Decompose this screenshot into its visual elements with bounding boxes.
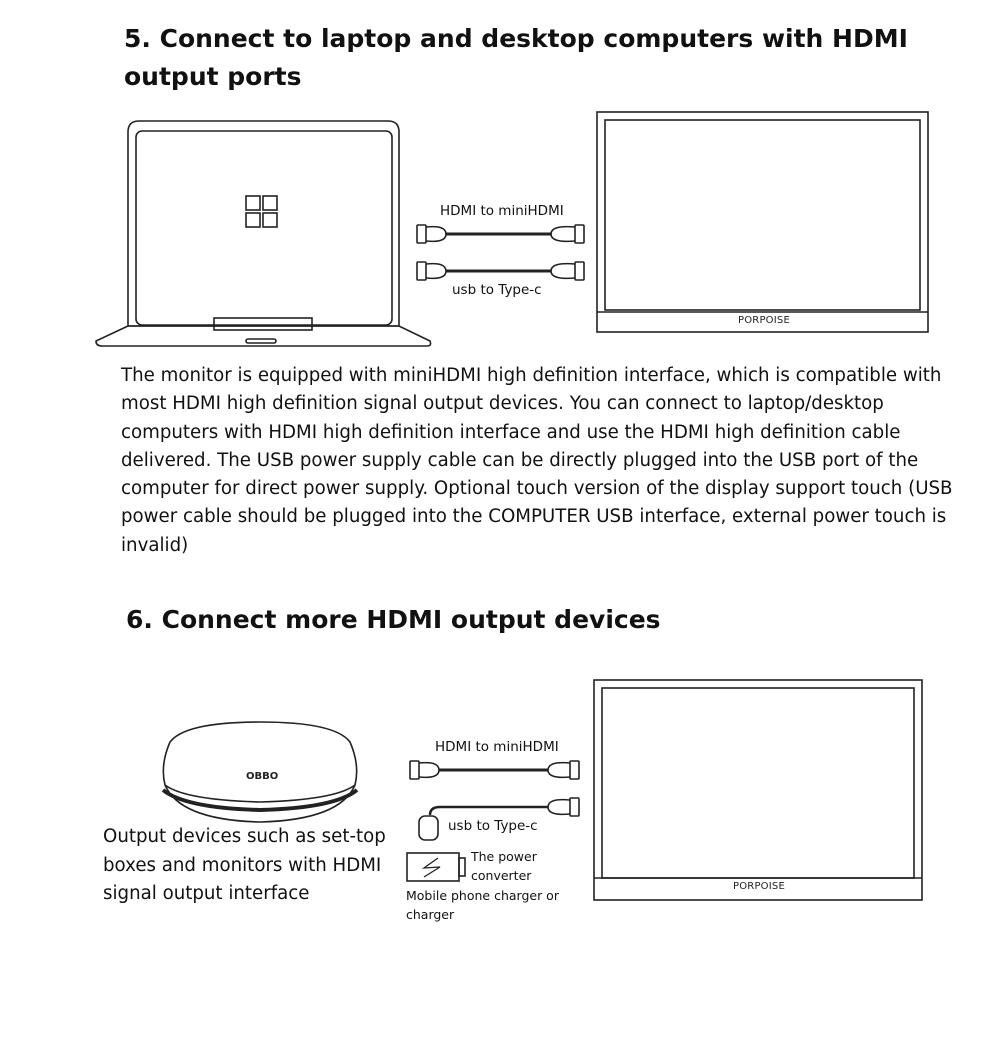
monitor-illustration-5 — [597, 112, 928, 332]
windows-logo-icon — [246, 196, 277, 227]
usb-cable-5 — [417, 262, 584, 280]
hdmi-cable-6 — [410, 761, 579, 779]
hdmi-cable-label-6: HDMI to miniHDMI — [435, 739, 559, 755]
monitor-brand-6: PORPOISE — [733, 881, 785, 892]
hdmi-cable-label-5: HDMI to miniHDMI — [440, 203, 564, 219]
hdmi-cable-5 — [417, 225, 584, 243]
section-5-description: The monitor is equipped with miniHDMI high definition interface, which is compatible with most HDMI high definition signal output devices. You can connect to laptop/desktop computers with HDMI high definition interface and use the HDMI high definition cable delivered. The USB power supply cable can be directly plugged into the USB port of the computer for direct power supply. Optional touch version of the display support touch (USB power cable should be plugged into the COMPUTER USB interface, external power touch is invalid) — [121, 365, 953, 556]
section-5-title: 5. Connect to laptop and desktop computers with HDMI output ports — [124, 24, 908, 91]
monitor-illustration-6 — [594, 680, 922, 900]
settop-box-logo: OBBO — [246, 771, 279, 782]
monitor-brand-5: PORPOISE — [738, 315, 790, 326]
power-converter-label: The power converter — [471, 849, 537, 883]
charger-label: Mobile phone charger or charger — [406, 888, 559, 922]
usb-cable-label-5: usb to Type-c — [452, 282, 542, 298]
output-device-label: Output devices such as set-top boxes and monitors with HDMI signal output interface — [103, 826, 386, 904]
section-6-title: 6. Connect more HDMI output devices — [126, 605, 661, 634]
laptop-illustration — [96, 121, 431, 346]
usb-cable-label-6: usb to Type-c — [448, 818, 538, 834]
power-converter-illustration — [407, 853, 465, 881]
